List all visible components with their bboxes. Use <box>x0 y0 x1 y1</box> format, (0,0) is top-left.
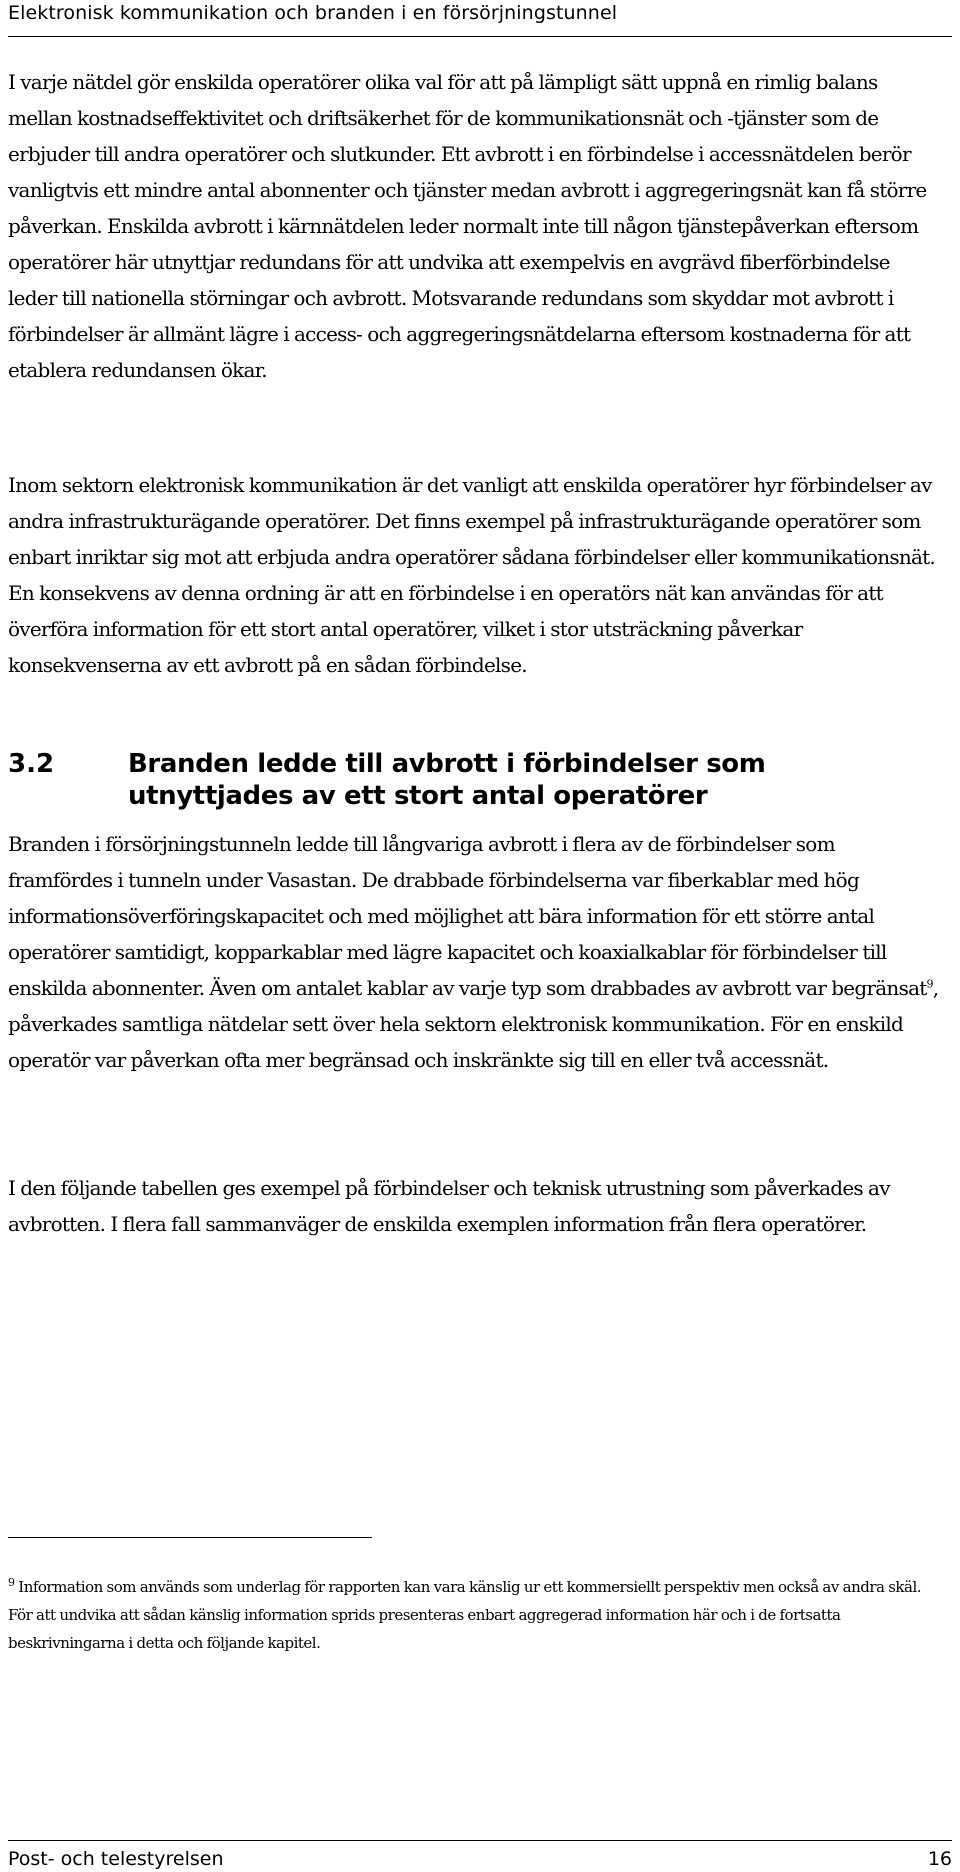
footnote-marker: 9 <box>8 1576 15 1589</box>
section-heading <box>8 748 943 812</box>
running-footer <box>8 1840 952 1872</box>
footnote-separator <box>8 1537 372 1538</box>
paragraph-network-redundancy: I varje nätdel gör enskilda operatörer olika val för att på lämpligt sätt uppnå en rimlig balans mellan kostnadseffektivitet och driftsäkerhet för de kommunikationsnät och -tjänster som de erbjuder till andra operatörer och slutkunder. Ett avbrott i en förbindelse i accessnätdelen berör vanligtvis ett mindre antal abonnenter och tjänster medan avbrott i aggregeringsnät kan få större påverkan. Enskilda avbrott i kärnnätdelen leder normalt inte till någon tjänstepåverkan eftersom operatörer här utnyttjar redundans för att undvika att exempelvis en avgrävd fiberförbindelse leder till nationella störningar och avbrott. Motsvarande redundans som skyddar mot avbrott i förbindelser är allmänt lägre i access- och aggregeringsnätdelarna eftersom kostnaderna för att etablera redundansen ökar. <box>8 70 927 382</box>
paragraph-fire-outages <box>8 826 943 1078</box>
page-number: 16 <box>927 1848 952 1870</box>
paragraph-leased-connections: Inom sektorn elektronisk kommunikation är det vanligt att enskilda operatörer hyr förbindelser av andra infrastrukturägande operatörer. Det finns exempel på infrastrukturägande operatörer som enbart inriktar sig mot att erbjuda andra operatörer sådana förbindelser eller kommunikationsnät. En konsekvens av denna ordning är att en förbindelse i en operatörs nät kan användas för att överföra information för ett stort antal operatörer, vilket i stor utsträckning påverkar konsekvenserna av ett avbrott på en sådan förbindelse. <box>8 473 936 677</box>
footer-organization: Post- och telestyrelsen <box>8 1848 224 1870</box>
section-title: Branden ledde till avbrott i förbindelser som utnyttjades av ett stort antal operatörer <box>128 749 766 811</box>
footnote <box>8 1573 938 1657</box>
section-number: 3.2 <box>8 749 55 779</box>
paragraph-table-intro: I den följande tabellen ges exempel på förbindelser och teknisk utrustning som påverkades av avbrotten. I flera fall sammanväger de enskilda exemplen information från flera operatörer. <box>8 1176 890 1236</box>
footnote-text: Information som används som underlag för rapporten kan vara känslig ur ett kommersiellt perspektiv men också av andra skäl. För att undvika att sådan känslig information sprids presenteras enbart aggregerad information här och i de fortsatta beskrivningarna i detta och följande kapitel. <box>8 1578 922 1652</box>
footnote-reference[interactable]: 9 <box>926 977 933 991</box>
document-title: Elektronisk kommunikation och branden i en försörjningstunnel <box>8 2 618 24</box>
paragraph-text: , påverkades samtliga nätdelar sett över hela sektorn elektronisk kommunikation. För en enskild operatör var påverkan ofta mer begränsad och inskränkte sig till en eller två accessnät. <box>8 976 939 1072</box>
paragraph-text: Branden i försörjningstunneln ledde till långvariga avbrott i flera av de förbindelser som framfördes i tunneln under Vasastan. De drabbade förbindelserna var fiberkablar med hög informationsöverföringskapacitet och med möjlighet att bära information för ett större antal operatörer samtidigt, kopparkablar med lägre kapacitet och koaxialkablar för förbindelser till enskilda abonnenter. Även om antalet kablar av varje typ som drabbades av avbrott var begränsat <box>8 832 927 1000</box>
running-header <box>8 0 952 37</box>
